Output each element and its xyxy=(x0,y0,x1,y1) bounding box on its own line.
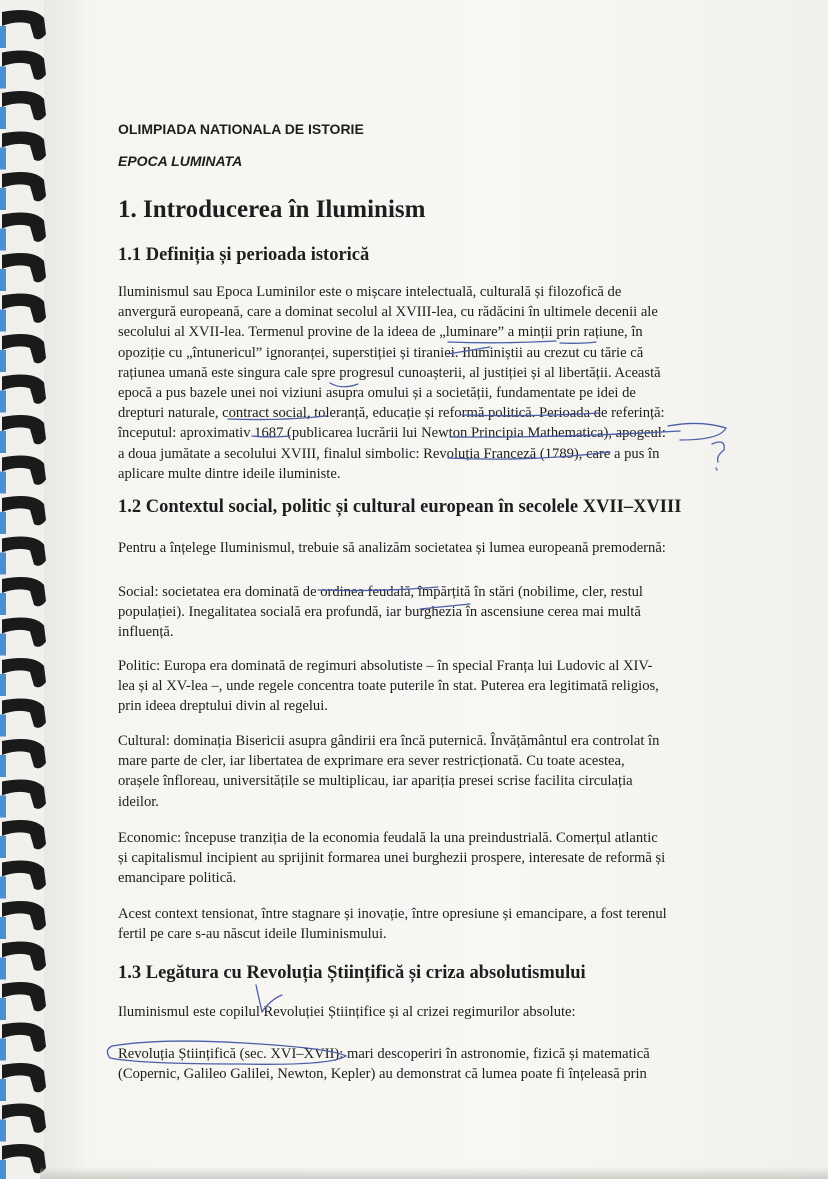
social-paragraph xyxy=(118,582,718,643)
text-line: ideilor. xyxy=(118,793,159,810)
spiral-ring xyxy=(2,820,46,849)
spiral-spine xyxy=(0,350,6,372)
spiral-ring xyxy=(2,982,46,1011)
page-bottom-shadow xyxy=(40,1167,828,1179)
spiral-spine xyxy=(0,1160,6,1179)
section-1-2-heading: 1.2 Contextul social, politic și cultural european în secolele XVII–XVIII xyxy=(118,497,682,517)
text-line: influență. xyxy=(118,624,174,641)
text-line: rațiunea umană este singura cale spre progresul cunoașterii, al justiției și al libertății. Această xyxy=(118,364,661,381)
text-line: Acest context tensionat, între stagnare și inovație, între opresiune și emancipare, a fost terenul xyxy=(118,906,667,922)
text-line: Revoluția Științifică (sec. XVI–XVII): mari descoperiri în astronomie, fizică și matematică xyxy=(118,1046,650,1062)
spiral-ring xyxy=(2,537,46,566)
spiral-spine xyxy=(0,148,6,170)
text-line: fertil pe care s-au născut ideile Iluminismului. xyxy=(118,926,387,943)
text-line: Pentru a înțelege Iluminismul, trebuie să analizăm societatea și lumea europeană premodernă: xyxy=(118,540,666,556)
epoch-subtitle: EPOCA LUMINATA xyxy=(118,153,243,169)
spiral-spine xyxy=(0,715,6,737)
text-line: drepturi naturale, contract social, toleranță, educație și reformă politică. Perioada de referință: xyxy=(118,405,665,422)
scientific-paragraph xyxy=(118,1044,718,1084)
spiral-binding xyxy=(0,0,62,1179)
spiral-spine xyxy=(0,26,6,48)
text-line: populației). Inegalitatea socială era profundă, iar burghezia în ascensiune cerea mai multă xyxy=(118,604,641,621)
spiral-spine xyxy=(0,1039,6,1061)
spiral-ring xyxy=(2,1063,46,1092)
spiral-ring xyxy=(2,496,46,525)
spiral-spine xyxy=(0,593,6,615)
olympiad-title: OLIMPIADA NATIONALA DE ISTORIE xyxy=(118,121,364,137)
spiral-ring xyxy=(2,132,46,161)
text-line: mare parte de cler, iar libertatea de exprimare era sever restricționată. Cu toate acestea, xyxy=(118,753,625,770)
spiral-spine xyxy=(0,472,6,494)
text-line: Economic: începuse tranziția de la economia feudală la una preindustrială. Comerțul atlantic xyxy=(118,830,658,846)
text-line: prin ideea dreptului divin al regelui. xyxy=(118,698,328,715)
spiral-ring xyxy=(2,415,46,444)
economic-paragraph xyxy=(118,828,718,889)
spiral-ring xyxy=(2,901,46,930)
spiral-ring xyxy=(2,780,46,809)
spiral-ring xyxy=(2,1104,46,1133)
text-line: a doua jumătate a secolului XVIII, finalul simbolic: Revoluția Franceză (1789), care a pus în xyxy=(118,445,660,462)
text-line: lea și al XV-lea –, unde regele concentra toate puterile în stat. Puterea era legitimată religios, xyxy=(118,678,659,695)
spiral-ring xyxy=(2,51,46,80)
spiral-ring xyxy=(2,861,46,890)
chapter-title: 1. Introducerea în Iluminism xyxy=(118,196,426,223)
spiral-spine xyxy=(0,836,6,858)
spiral-spine xyxy=(0,998,6,1020)
section-1-1-paragraph xyxy=(118,282,718,484)
political-paragraph xyxy=(118,656,718,717)
spiral-spine xyxy=(0,512,6,534)
spiral-ring xyxy=(2,658,46,687)
spiral-ring xyxy=(2,699,46,728)
spiral-ring xyxy=(2,942,46,971)
text-line: Iluminismul sau Epoca Luminilor este o mișcare intelectuală, culturală și filozofică de xyxy=(118,284,622,300)
spiral-ring xyxy=(2,1023,46,1052)
text-line: anvergură europeană, care a dominat secolul al XVIII-lea, cu rădăcini în ultimele decenii ale xyxy=(118,304,658,321)
spiral-spine xyxy=(0,107,6,129)
section-1-3-intro xyxy=(118,1002,718,1022)
spiral-ring xyxy=(2,294,46,323)
spiral-ring xyxy=(2,172,46,201)
spiral-spine xyxy=(0,796,6,818)
text-line: aplicare multe dintre ideile iluministe. xyxy=(118,465,341,482)
cultural-paragraph xyxy=(118,731,718,812)
spiral-ring xyxy=(2,375,46,404)
spiral-spine xyxy=(0,269,6,291)
section-1-1-heading: 1.1 Definiția și perioada istorică xyxy=(118,245,370,265)
text-line: începutul: aproximativ 1687 (publicarea lucrării lui Newton Principia Mathematica), apogeul: xyxy=(118,425,666,442)
spiral-spine xyxy=(0,634,6,656)
conclusion-paragraph xyxy=(118,904,718,944)
text-line: Cultural: dominația Bisericii asupra gândirii era încă puternică. Învățământul era controlat în xyxy=(118,733,660,749)
text-line: secolului al XVII-lea. Termenul provine de la ideea de „luminare” a minții prin rațiune, în xyxy=(118,324,643,341)
spiral-ring xyxy=(2,618,46,647)
spiral-spine xyxy=(0,188,6,210)
spiral-ring xyxy=(2,10,46,39)
text-line: Iluminismul este copilul Revoluției Științifice și al crizei regimurilor absolute: xyxy=(118,1004,576,1020)
spiral-ring xyxy=(2,577,46,606)
text-line: (Copernic, Galileo Galilei, Newton, Kepler) au demonstrat că lumea poate fi înțeleasă prin xyxy=(118,1066,647,1083)
spiral-ring xyxy=(2,456,46,485)
section-1-3-heading: 1.3 Legătura cu Revoluția Științifică și criza absolutismului xyxy=(118,963,586,983)
text-line: emancipare politică. xyxy=(118,870,237,887)
text-line: Politic: Europa era dominată de regimuri absolutiste – în special Franța lui Ludovic al XIV- xyxy=(118,658,653,674)
text-line: opoziție cu „întunericul” ignoranței, superstiției și tiraniei. Iluminiștii au crezut cu tărie că xyxy=(118,344,644,361)
spiral-spine xyxy=(0,877,6,899)
text-line: orașele înfloreau, universitățile se multiplicau, iar apariția presei scrise facilita circulația xyxy=(118,773,633,790)
spiral-ring xyxy=(2,91,46,120)
spiral-spine xyxy=(0,431,6,453)
spiral-ring xyxy=(2,213,46,242)
text-line: și capitalismul incipient au sprijinit formarea unei burghezii prospere, interesate de reformă și xyxy=(118,850,666,867)
text-line: epocă a pus bazele unei noi viziuni asupra omului și a societății, fundamentate pe idei de xyxy=(118,385,636,402)
spiral-spine xyxy=(0,310,6,332)
spiral-spine xyxy=(0,1079,6,1101)
text-line: Social: societatea era dominată de ordinea feudală, împărțită în stări (nobilime, cler, restul xyxy=(118,584,643,600)
spiral-spine xyxy=(0,674,6,696)
spiral-ring xyxy=(2,334,46,363)
spiral-spine xyxy=(0,755,6,777)
spiral-spine xyxy=(0,553,6,575)
spiral-spine xyxy=(0,958,6,980)
spiral-ring xyxy=(2,739,46,768)
spiral-spine xyxy=(0,391,6,413)
spiral-spine xyxy=(0,229,6,251)
spiral-spine xyxy=(0,1120,6,1142)
spiral-spine xyxy=(0,917,6,939)
spiral-spine xyxy=(0,67,6,89)
spiral-ring xyxy=(2,253,46,282)
section-1-2-intro xyxy=(118,538,718,558)
